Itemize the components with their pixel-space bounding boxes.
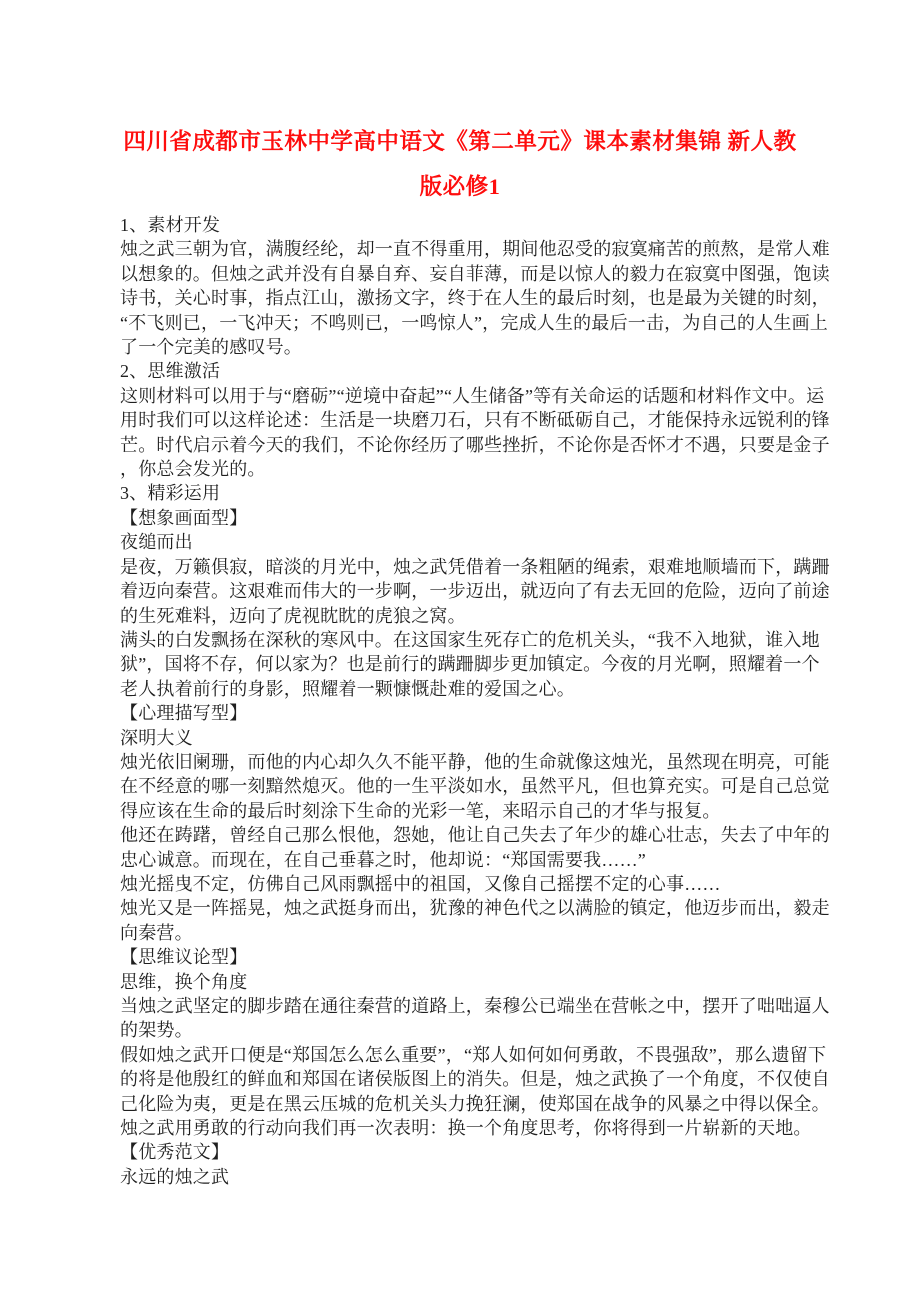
paragraph: 当烛之武坚定的脚步踏在通往秦营的道路上，秦穆公已端坐在营帐之中，摆开了咄咄逼人的架势。 <box>120 996 830 1041</box>
paragraph: 烛之武用勇敢的行动向我们再一次表明：换一个角度思考，你将得到一片崭新的天地。 <box>120 1118 812 1139</box>
paragraph: 烛光摇曳不定，仿佛自己风雨飘摇中的祖国，又像自己摇摆不定的心事…… <box>120 873 721 894</box>
section-heading: 3、精彩运用 <box>120 483 221 504</box>
bracket-heading: 【思维议论型】 <box>120 947 248 968</box>
subtitle: 永远的烛之武 <box>120 1166 230 1187</box>
bracket-heading: 【想象画面型】 <box>120 507 248 528</box>
paragraph: 这则材料可以用于与“磨砺”“逆境中奋起”“人生储备”等有关命运的话题和材料作文中。运用时我们可以这样论述：生活是一块磨刀石，只有不断砥砺自己，才能保持永远锐利的锋芒。时代启示着今天的我们，不论你经历了哪些挫折，不论你是否怀才不遇，只要是金子，你总会发光的。 <box>120 385 830 480</box>
subtitle: 思维，换个角度 <box>120 971 248 992</box>
section-heading: 2、思维激活 <box>120 361 221 382</box>
section-heading: 1、素材开发 <box>120 215 221 235</box>
title-line-2: 版必修1 <box>419 174 501 199</box>
subtitle: 深明大义 <box>120 727 193 748</box>
paragraph: 他还在踌躇，曾经自己那么恨他，怨她，他让自己失去了年少的雄心壮志，失去了中年的忠心诚意。而现在，在自己垂暮之时，他却说：“郑国需要我……” <box>120 825 830 870</box>
paragraph: 烛之武三朝为官，满腹经纶，却一直不得重用，期间他忍受的寂寞痛苦的煎熬，是常人难以想象的。但烛之武并没有自暴自弃、妄自菲薄，而是以惊人的毅力在寂寞中图强，饱读诗书，关心时事，指点江山，激扬文字，终于在人生的最后时刻，也是最为关键的时刻，“不飞则已，一飞冲天；不鸣则已，一鸣惊人”，完成人生的最后一击，为自己的人生画上了一个完美的感叹号。 <box>120 239 830 358</box>
paragraph: 假如烛之武开口便是“郑国怎么怎么重要”，“郑人如何如何勇敢，不畏强敌”，那么遗留下的将是他殷红的鲜血和郑国在诸侯版图上的消失。但是，烛之武换了一个角度，不仅使自己化险为夷，更是在黑云压城的危机关头力挽狂澜，使郑国在战争的风暴之中得以保全。 <box>120 1044 830 1114</box>
document-title <box>0 0 920 209</box>
title-line-1: 四川省成都市玉林中学高中语文《第二单元》课本素材集锦 新人教 <box>123 129 797 154</box>
paragraph: 烛光又是一阵摇晃，烛之武挺身而出，犹豫的神色代之以满脸的镇定，他迈步而出，毅走向秦营。 <box>120 898 830 943</box>
paragraph: 满头的白发飘扬在深秋的寒风中。在这国家生死存亡的危机关头，“我不入地狱，谁入地狱”，国将不存，何以家为？也是前行的蹒跚脚步更加镇定。今夜的月光啊，照耀着一个老人执着前行的身影，照耀着一颗慷慨赴难的爱国之心。 <box>120 629 820 699</box>
subtitle: 夜缒而出 <box>120 532 193 553</box>
bracket-heading: 【心理描写型】 <box>120 703 248 724</box>
bracket-heading: 【优秀范文】 <box>120 1142 230 1163</box>
paragraph: 烛光依旧阑珊，而他的内心却久久不能平静，他的生命就像这烛光，虽然现在明亮，可能在不经意的哪一刻黯然熄灭。他的一生平淡如水，虽然平凡，但也算充实。可是自己总觉得应该在生命的最后时刻涂下生命的光彩一笔，来昭示自己的才华与报复。 <box>120 751 830 821</box>
document-body <box>120 213 832 1189</box>
paragraph: 是夜，万籁俱寂，暗淡的月光中，烛之武凭借着一条粗陋的绳索，艰难地顺墙而下，蹒跚着迈向秦营。这艰难而伟大的一步啊，一步迈出，就迈向了有去无回的危险，迈向了前途的生死难料，迈向了虎视眈眈的虎狼之窝。 <box>120 556 830 626</box>
